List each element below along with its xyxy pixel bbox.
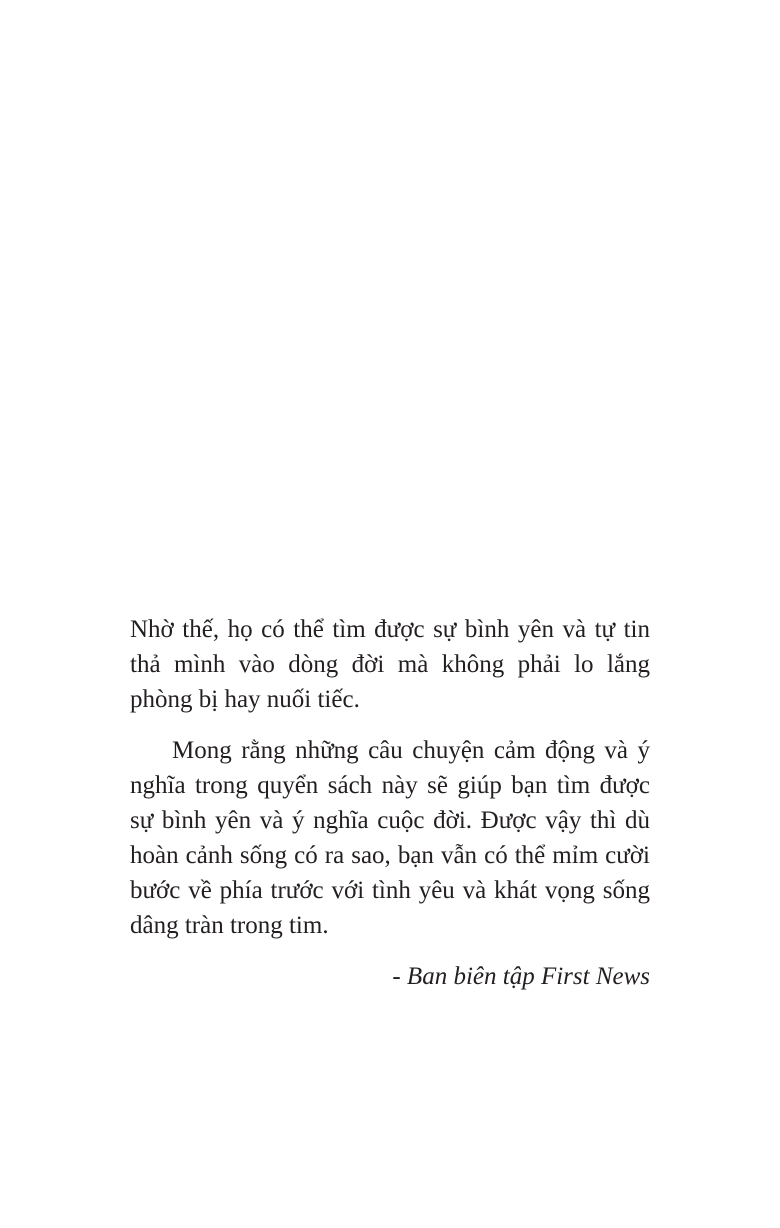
signature: - Ban biên tập First News — [392, 963, 650, 990]
paragraph-1: Nhờ thế, họ có thể tìm được sự bình yên và tự tin thả mình vào dòng đời mà không phải lo lắng phòng bị hay nuối tiếc. — [130, 616, 650, 713]
paragraph-2: Mong rằng những câu chuyện cảm động và ý nghĩa trong quyển sách này sẽ giúp bạn tìm được sự bình yên và ý nghĩa cuộc đời. Được vậy thì dù hoàn cảnh sống có ra sao, bạn vẫn có thể mỉm cười bước về phía trước với tình yêu và khát vọng sống dâng tràn trong tim. — [130, 737, 650, 939]
body-text — [130, 612, 650, 994]
